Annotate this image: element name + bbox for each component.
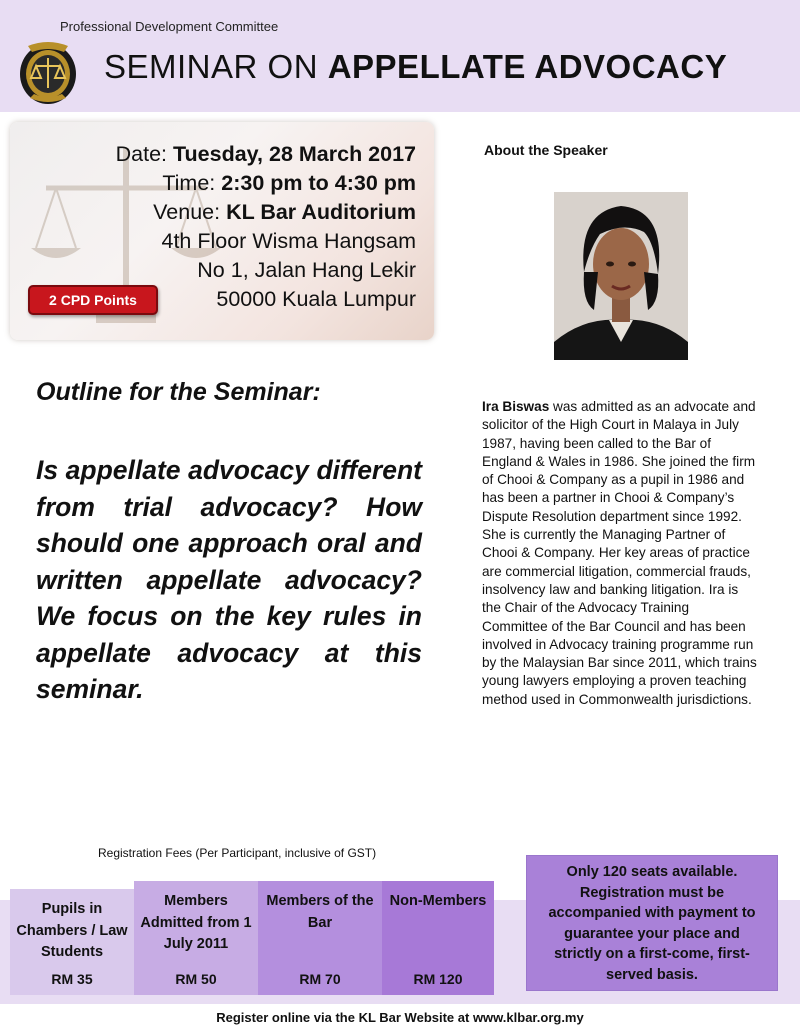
event-venue bbox=[116, 198, 416, 227]
fees-table bbox=[10, 881, 494, 995]
date-value: Tuesday, 28 March 2017 bbox=[173, 142, 416, 166]
event-date bbox=[116, 140, 416, 169]
venue-value: KL Bar Auditorium bbox=[226, 200, 416, 224]
event-details bbox=[116, 140, 416, 314]
outline-title: Outline for the Seminar: bbox=[36, 378, 321, 406]
fee-price: RM 35 bbox=[51, 970, 93, 987]
date-label: Date: bbox=[115, 142, 173, 166]
speaker-photo bbox=[554, 192, 688, 360]
title-main: APPELLATE ADVOCACY bbox=[327, 48, 728, 85]
fee-price: RM 120 bbox=[413, 970, 463, 987]
speaker-name: Ira Biswas bbox=[482, 399, 550, 414]
about-speaker-heading: About the Speaker bbox=[484, 142, 608, 158]
address-line-2: No 1, Jalan Hang Lekir bbox=[197, 258, 416, 282]
fee-column-non-members bbox=[382, 881, 494, 995]
outline-body: Is appellate advocacy different from trial advocacy? How should one approach oral and written appellate advocacy? We focus on the key rules in appellate advocacy at this seminar. bbox=[36, 455, 422, 704]
venue-label: Venue: bbox=[153, 200, 227, 224]
fee-column-students bbox=[10, 889, 134, 995]
committee-name: Professional Development Committee bbox=[60, 19, 279, 34]
speaker-bio-text: was admitted as an advocate and solicitor of the High Court in Malaya in July 1987, having been called to the Bar of England & Wales in 1986. She joined the firm of Chooi & Company as a pupil in 1986 and has been a partner in Chooi & Company’s Dispute Resolution department since 1992. She is currently the Managing Partner of Chooi & Company. Her key areas of practice are commercial litigation, commercial frauds, insolvency law and banking litigation. Ira is the Chair of the Advocacy Training Committee of the Bar Council and has been involved in Advocacy training programme run by the Malaysian Bar since 2011, which trains young lawyers employing a proven teaching method used in Commonwealth jurisdictions. bbox=[482, 399, 757, 707]
seats-notice: Only 120 seats available. Registration must be accompanied with payment to guarantee your place and strictly on a first-come, first-served basis. bbox=[526, 855, 778, 991]
speaker-bio bbox=[482, 398, 758, 709]
event-info-box bbox=[10, 122, 434, 340]
page-title bbox=[104, 48, 727, 86]
fee-price: RM 70 bbox=[299, 970, 341, 987]
fee-label: Members Admitted from 1 July 2011 bbox=[140, 893, 252, 952]
fee-label: Non-Members bbox=[389, 893, 487, 909]
address-line-1: 4th Floor Wisma Hangsam bbox=[161, 229, 416, 253]
fees-caption: Registration Fees (Per Participant, inclusive of GST) bbox=[98, 846, 377, 860]
time-label: Time: bbox=[162, 171, 222, 195]
fee-column-members bbox=[258, 881, 382, 995]
fee-label: Pupils in Chambers / Law Students bbox=[16, 901, 128, 960]
fee-label: Members of the Bar bbox=[266, 893, 374, 931]
kl-bar-crest-icon bbox=[16, 36, 80, 108]
title-prefix: SEMINAR ON bbox=[104, 48, 328, 85]
event-time bbox=[116, 169, 416, 198]
fee-price: RM 50 bbox=[175, 970, 217, 987]
cpd-points-badge: 2 CPD Points bbox=[28, 285, 158, 315]
register-link-text[interactable]: Register online via the KL Bar Website at www.klbar.org.my bbox=[216, 1010, 584, 1025]
time-value: 2:30 pm to 4:30 pm bbox=[221, 171, 416, 195]
fee-column-new-members bbox=[134, 881, 258, 995]
address-line-3: 50000 Kuala Lumpur bbox=[216, 287, 416, 311]
